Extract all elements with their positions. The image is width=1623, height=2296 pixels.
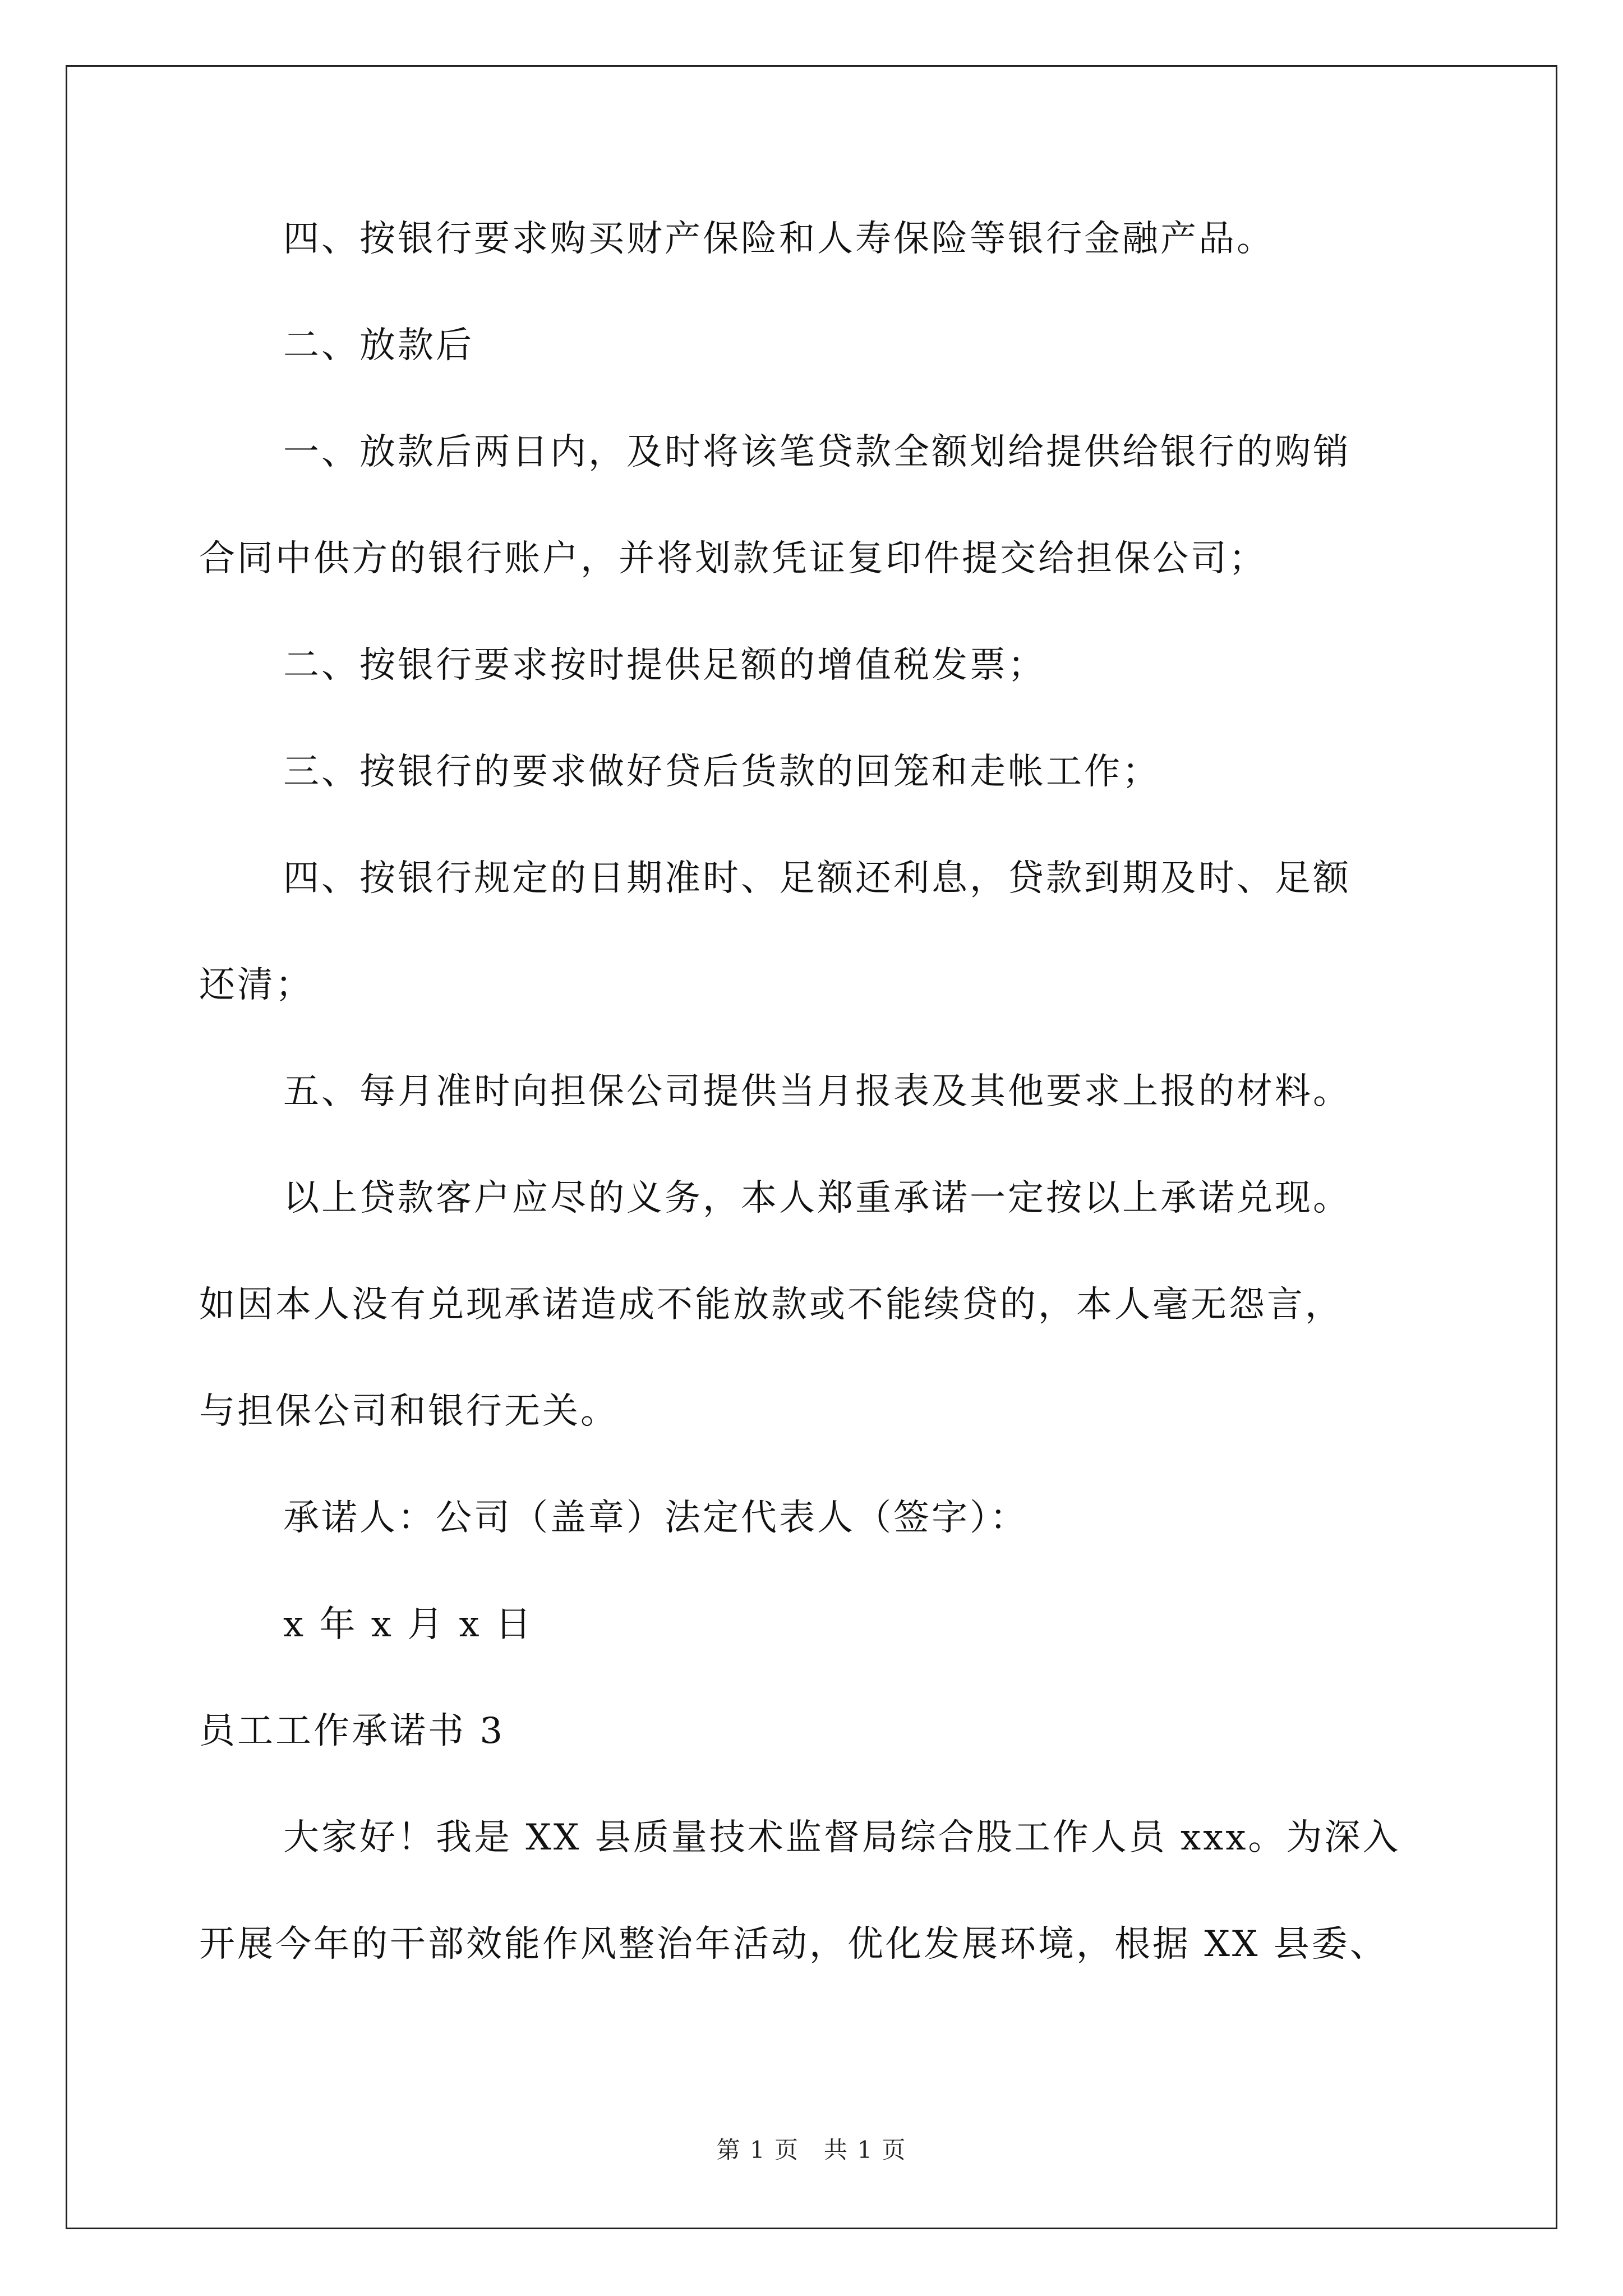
paragraph-line: 以上贷款客户应尽的义务，本人郑重承诺一定按以上承诺兑现。 (283, 1177, 1351, 1219)
paragraph-line: 合同中供方的银行账户，并将划款凭证复印件提交给担保公司； (199, 538, 1267, 579)
paragraph-line: 一、放款后两日内，及时将该笔贷款全额划给提供给银行的购销 (283, 431, 1351, 473)
paragraph-line: 如因本人没有兑现承诺造成不能放款或不能续贷的，本人毫无怨言， (199, 1284, 1343, 1326)
document-body (199, 220, 1428, 2032)
signature-line: 承诺人：公司（盖章）法定代表人（签字）： (283, 1497, 1028, 1539)
paragraph-line: 二、按银行要求按时提供足额的增值税发票； (283, 645, 1046, 686)
paragraph-line: 开展今年的干部效能作风整治年活动，优化发展环境，根据 XX 县委、 (199, 1924, 1388, 1965)
paragraph-line: 四、按银行规定的日期准时、足额还利息，贷款到期及时、足额 (283, 858, 1351, 899)
paragraph-line: 还清； (199, 964, 313, 1006)
paragraph-line: 四、按银行要求购买财产保险和人寿保险等银行金融产品。 (283, 218, 1275, 260)
paragraph-line: 与担保公司和银行无关。 (199, 1391, 619, 1432)
date-line: x 年 x 月 x 日 (283, 1604, 533, 1645)
paragraph-line: 大家好！我是 XX 县质量技术监督局综合股工作人员 xxx。为深入 (283, 1817, 1401, 1858)
page-footer: 第 1 页 共 1 页 (716, 2136, 907, 2164)
paragraph-line: 三、按银行的要求做好贷后货款的回笼和走帐工作； (283, 751, 1160, 793)
document-title: 员工工作承诺书 3 (199, 1710, 505, 1752)
section-heading: 二、放款后 (283, 325, 474, 366)
paragraph-line: 五、每月准时向担保公司提供当月报表及其他要求上报的材料。 (283, 1071, 1351, 1112)
